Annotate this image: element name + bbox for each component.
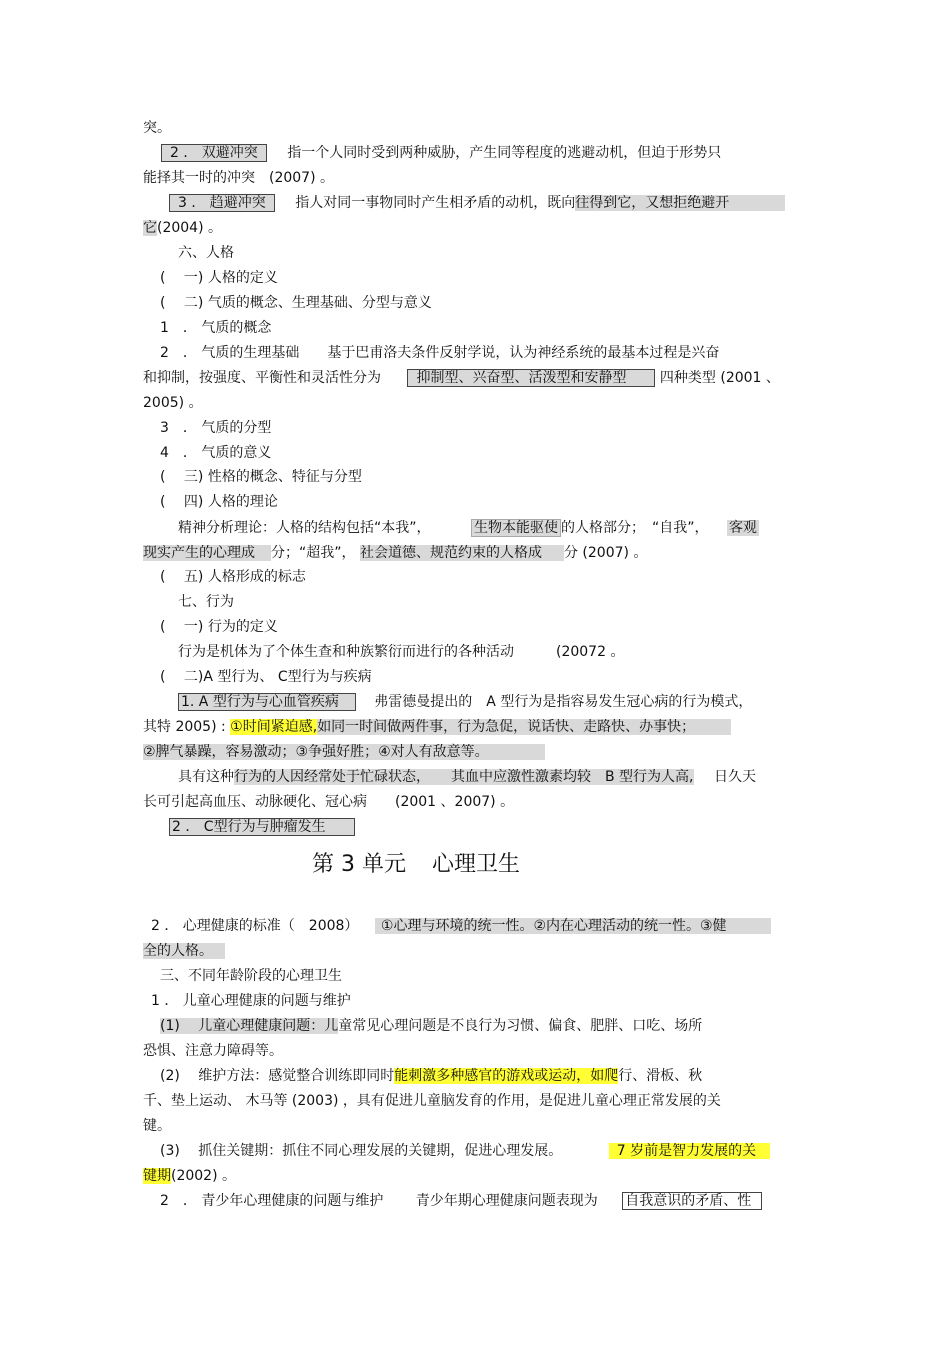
text-span: 分；“超我”， xyxy=(271,545,356,561)
text-line xyxy=(143,543,647,563)
text-line xyxy=(160,418,271,438)
text-span: 其特 2005) : xyxy=(143,719,226,735)
yellow-highlight: 7 岁前是智力发展的关 xyxy=(609,1143,770,1159)
text-span: ( 四) 人格的理论 xyxy=(160,494,278,510)
text-span: 四种类型 (2001 、 xyxy=(659,370,780,386)
text-line xyxy=(143,742,545,762)
text-line xyxy=(178,767,756,787)
text-span: 三、不同年龄阶段的心理卫生 xyxy=(160,968,342,984)
gray-highlight: 如同一时间做两件事，行为急促，说话快、走路快、办事快； xyxy=(317,719,731,735)
text-line xyxy=(143,792,514,812)
gray-highlight: 现实产生的心理成 xyxy=(143,545,271,561)
text-span: 和抑制，按强度、平衡性和灵活性分为 xyxy=(143,370,381,386)
gray-highlight: ①心理与环境的统一性。②内在心理活动的统一性。③健 xyxy=(375,918,771,934)
text-span: 2 ． 心理健康的标准（ 2008） xyxy=(151,918,359,934)
text-span: 恐惧、注意力障碍等。 xyxy=(143,1043,283,1059)
text-line xyxy=(178,642,624,662)
text-line xyxy=(143,717,731,737)
yellow-highlight: ①时间紧迫感, xyxy=(230,719,318,735)
text-span: 1 ． 儿童心理健康的问题与维护 xyxy=(151,993,351,1009)
gray-highlight: 行为的人因经常处于忙碌状态， 其血中应激性激素均较 B 型行为人高, xyxy=(234,769,694,785)
sub-heading xyxy=(160,567,306,587)
text-line xyxy=(143,168,334,188)
sub-heading xyxy=(160,293,432,313)
text-line xyxy=(151,991,351,1011)
text-span: ( 三) 性格的概念、特征与分型 xyxy=(160,469,362,485)
section-heading xyxy=(178,243,234,263)
text-line xyxy=(178,692,752,712)
text-line xyxy=(143,1116,171,1136)
sub-heading xyxy=(160,617,278,637)
text-span: 六、人格 xyxy=(178,245,234,261)
text-line xyxy=(143,941,225,961)
gray-highlight: 往得到它，又想拒绝避开 xyxy=(575,195,785,211)
text-span: (2004) 。 xyxy=(157,220,223,236)
text-line xyxy=(151,916,771,936)
text-span: ( 五) 人格形成的标志 xyxy=(160,569,306,585)
unit-title xyxy=(312,851,546,879)
text-line xyxy=(143,1041,283,1061)
text-span: 突。 xyxy=(143,120,171,136)
text-line xyxy=(160,443,271,463)
text-line xyxy=(160,1016,702,1036)
gray-highlight: (1) 儿童心理健康问题：儿 xyxy=(160,1018,339,1034)
text-span: 具有这种 xyxy=(178,769,234,785)
boxed-heading: 2 ． 双避冲突 xyxy=(161,144,267,162)
sub-heading xyxy=(160,467,362,487)
unit-number: 第 3 单元 xyxy=(312,852,406,877)
text-span: ( 二)A 型行为、 C型行为与疾病 xyxy=(160,669,372,685)
sub-heading xyxy=(160,268,278,288)
boxed-term: 抑制型、兴奋型、活泼型和安静型 xyxy=(407,369,655,387)
sub-heading xyxy=(160,492,278,512)
text-line xyxy=(143,1166,236,1186)
text-line xyxy=(161,143,721,163)
sub-heading xyxy=(160,667,372,687)
text-span: 七、行为 xyxy=(178,594,234,610)
text-span: 4 ． 气质的意义 xyxy=(160,445,272,461)
text-line xyxy=(143,393,203,413)
gray-highlight: 客观 xyxy=(728,520,757,536)
unit-name: 心理卫生 xyxy=(431,852,520,877)
text-line xyxy=(178,518,759,538)
text-span: 行为是机体为了个体生查和种族繁衍而进行的各种活动 (20072 。 xyxy=(178,644,625,660)
text-span: 弗雷德曼提出的 A 型行为是指容易发生冠心病的行为模式， xyxy=(374,694,753,710)
text-line xyxy=(160,1191,762,1211)
text-line xyxy=(160,1066,702,1086)
text-line xyxy=(143,218,222,238)
text-line xyxy=(169,817,355,837)
gray-highlight: 它 xyxy=(143,220,157,236)
gray-highlight: 生物本能驱使 xyxy=(471,519,561,537)
section-heading xyxy=(178,592,234,612)
text-span: 2 ． 气质的生理基础 基于巴甫洛夫条件反射学说，认为神经系统的最基本过程是兴奋 xyxy=(160,345,720,361)
gray-highlight: 全的人格。 xyxy=(143,943,225,959)
gray-highlight: 社会道德、规范约束的人格成 xyxy=(360,545,564,561)
text-span: ( 一) 行为的定义 xyxy=(160,619,278,635)
text-line xyxy=(160,343,719,363)
text-span: 2 ． 青少年心理健康的问题与维护 青少年期心理健康问题表现为 xyxy=(160,1193,598,1209)
text-span: 千、垫上运动、 木马等 (2003) ，具有促进儿童脑发育的作用，是促进儿童心理正常发展的关 xyxy=(143,1093,721,1109)
text-span: 键。 xyxy=(143,1118,171,1134)
text-line xyxy=(169,193,785,213)
text-span: 精神分析理论：人格的结构包括“本我”， xyxy=(178,520,431,536)
boxed-heading: 3 ． 趋避冲突 xyxy=(169,194,275,212)
text-span: 1 ． 气质的概念 xyxy=(160,320,272,336)
text-span: 3 ． 气质的分型 xyxy=(160,420,272,436)
yellow-highlight: 能刺激多种感官的游戏或运动，如爬 xyxy=(394,1068,619,1084)
boxed-heading: 1. A 型行为与心血管疾病 xyxy=(178,693,356,711)
text-span: 指一个人同时受到两种威胁，产生同等程度的逃避动机，但迫于形势只 xyxy=(287,145,722,161)
text-line xyxy=(160,318,271,338)
text-span: 长可引起高血压、动脉硬化、冠心病 (2001 、2007) 。 xyxy=(143,794,515,810)
boxed-term: 自我意识的矛盾、性 xyxy=(622,1192,762,1210)
gray-highlight: ②脾气暴躁，容易激动；③争强好胜；④对人有敌意等。 xyxy=(143,744,545,760)
boxed-heading: 2 ． C型行为与肿瘤发生 xyxy=(169,818,355,836)
text-span: ( 二) 气质的概念、生理基础、分型与意义 xyxy=(160,295,432,311)
section-heading xyxy=(160,966,342,986)
text-span: 行、滑板、秋 xyxy=(618,1068,703,1084)
text-line xyxy=(160,1141,770,1161)
text-span: 的人格部分； “自我”， xyxy=(560,520,709,536)
text-span: 能择其一时的冲突 (2007) 。 xyxy=(143,170,335,186)
text-line xyxy=(143,368,780,388)
text-span: 分 (2007) 。 xyxy=(563,545,648,561)
text-span: 童常见心理问题是不良行为习惯、偏食、肥胖、口吃、场所 xyxy=(338,1018,703,1034)
text-span: (2002) 。 xyxy=(171,1168,237,1184)
text-span: 2005) 。 xyxy=(143,395,203,411)
yellow-highlight: 键期 xyxy=(143,1168,171,1184)
text-span: 指人对同一事物同时产生相矛盾的动机，既向 xyxy=(295,195,576,211)
text-span: 日久天 xyxy=(713,769,756,785)
text-line xyxy=(143,1091,721,1111)
text-span: (2) 维护方法：感觉整合训练即同时 xyxy=(160,1068,395,1084)
text-line xyxy=(143,118,171,138)
text-span: ( 一) 人格的定义 xyxy=(160,270,278,286)
text-span: (3) 抓住关键期：抓住不同心理发展的关键期，促进心理发展。 xyxy=(160,1143,563,1159)
